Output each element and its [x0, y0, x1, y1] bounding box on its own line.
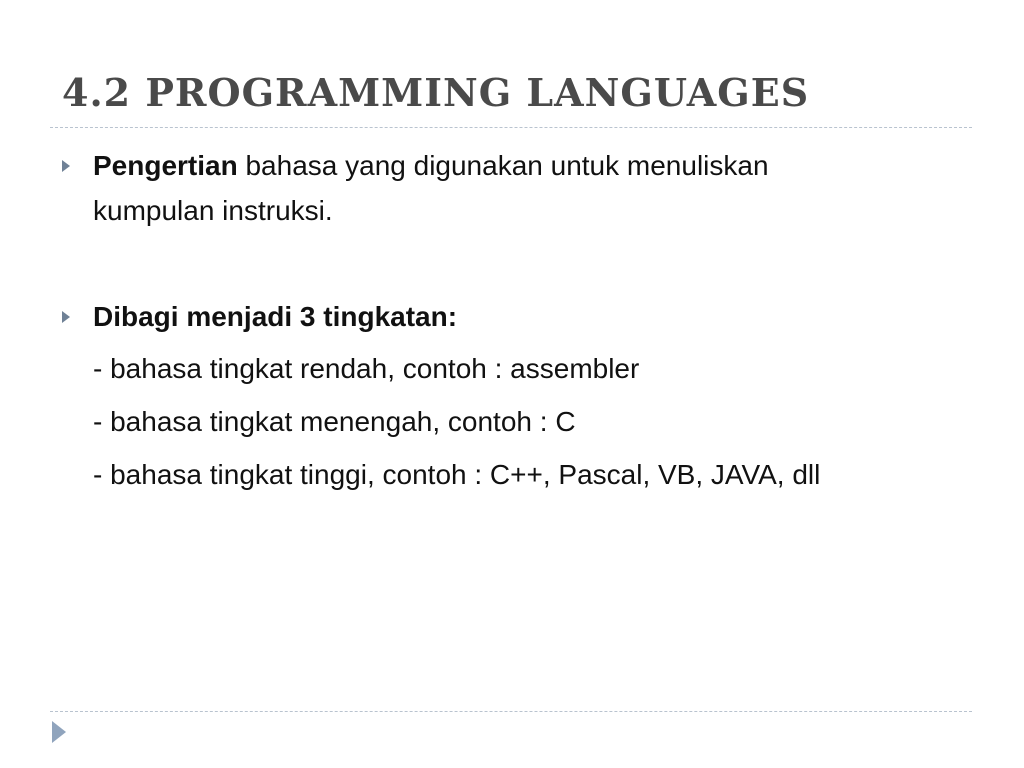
title-divider [50, 127, 972, 128]
triangle-bullet-icon [62, 160, 70, 172]
next-slide-arrow-icon[interactable] [52, 721, 66, 743]
list-item: - bahasa tingkat rendah, contoh : assembler [93, 353, 640, 384]
bullet-pengertian [93, 149, 769, 183]
triangle-bullet-icon [62, 311, 70, 323]
list-item: - bahasa tingkat menengah, contoh : C [93, 406, 576, 437]
footer-divider [50, 711, 972, 712]
list-item: - bahasa tingkat tinggi, contoh : C++, Pascal, VB, JAVA, dll [93, 459, 821, 490]
bullet-term: Pengertian [93, 150, 238, 181]
slide-title: 4.2 PROGRAMMING LANGUAGES [62, 70, 810, 115]
bullet-text-continued: kumpulan instruksi. [93, 195, 333, 226]
bullet-text: bahasa yang digunakan untuk menuliskan [237, 150, 769, 181]
bullet-heading: Dibagi menjadi 3 tingkatan: [93, 301, 458, 332]
